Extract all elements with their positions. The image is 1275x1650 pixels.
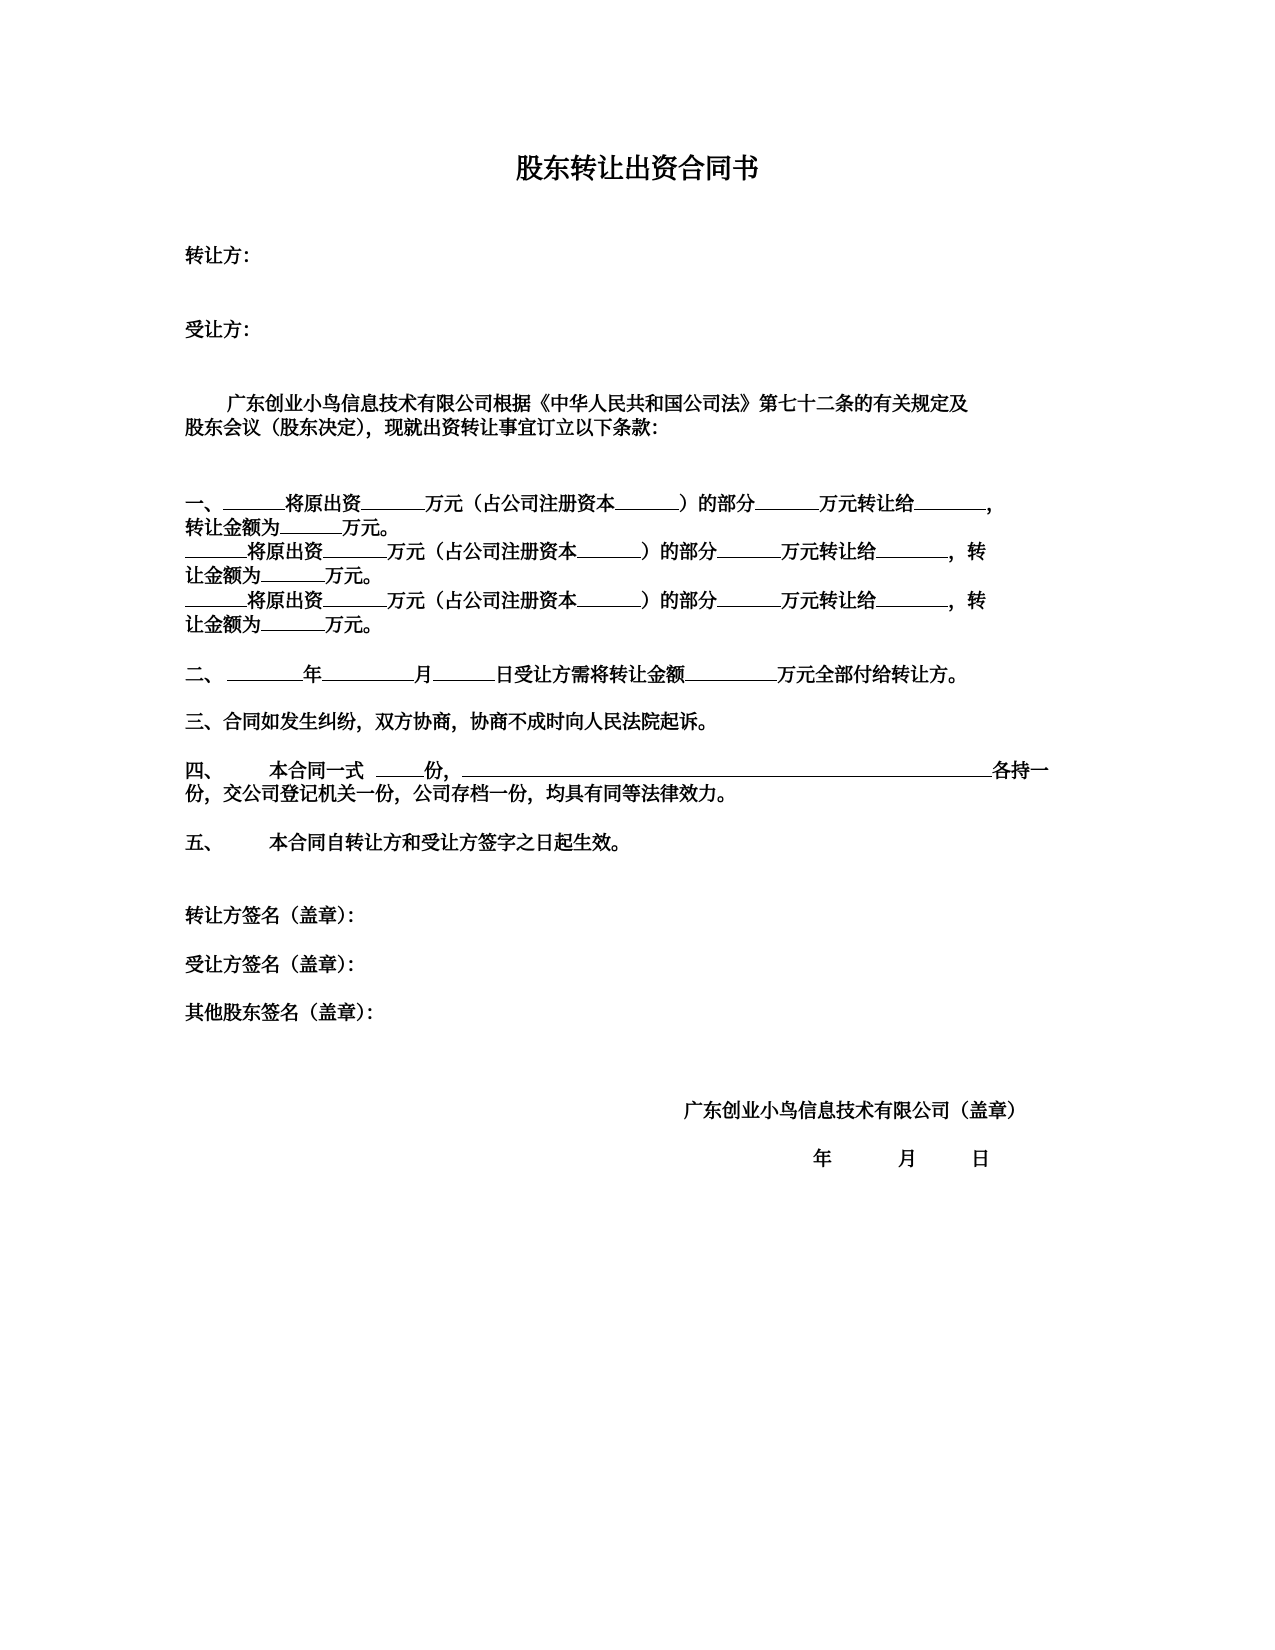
blank-transfer-amount [261,563,325,582]
transferor-label: 转让方： [185,245,262,267]
blank-part [717,588,781,607]
clause-1-row-4: 让金额为 万元。 [185,565,383,587]
clause-2: 二、 年 月 日受让方需将转让金额 万元全部付给转让方。 [185,664,968,686]
clause-1-row-2: 转让金额为 万元。 [185,517,400,539]
transferee-label: 受让方： [185,319,262,341]
clause-1-row-1: 一、 将原出资 万元（占公司注册资本 ）的部分 万元转让给 ， [185,493,1006,515]
blank-transferor [185,588,247,607]
clause-1-row-5: 将原出资 万元（占公司注册资本 ）的部分 万元转让给 ，转 [185,588,986,613]
document-title: 股东转让出资合同书 [516,154,759,185]
blank-transfer-amount [261,612,325,631]
date-line [813,1147,990,1171]
clause-4-row-1: 四、 本合同一式 份， 各持一 [185,760,1050,782]
clause-3: 三、合同如发生纠纷，双方协商，协商不成时向人民法院起诉。 [185,711,718,733]
blank-part [755,491,819,510]
blank-copies [376,758,424,777]
company-seal-line: 广东创业小鸟信息技术有限公司（盖章） [684,1100,1027,1122]
signature-other-shareholders: 其他股东签名（盖章）： [185,1002,385,1024]
blank-amount [323,588,387,607]
blank-month [322,662,414,681]
blank-transferor [185,539,247,558]
date-day: 日 [971,1148,991,1170]
blank-percent [577,539,641,558]
blank-amount [361,491,425,510]
clause-1-number: 一、 [185,493,224,515]
intro-line-1: 广东创业小鸟信息技术有限公司根据《中华人民共和国公司法》第七十二条的有关规定及 [227,393,969,415]
blank-transfer-amount [280,515,342,534]
clause-4-row-2: 份，交公司登记机关一份，公司存档一份，均具有同等法律效力。 [185,783,737,805]
blank-transferor [223,491,285,510]
clause-5: 五、 本合同自转让方和受让方签字之日起生效。 [185,832,631,854]
clause-1-row-3: 将原出资 万元（占公司注册资本 ）的部分 万元转让给 ，转 [185,539,986,564]
blank-holders [462,758,992,777]
clause-1-row-6: 让金额为 万元。 [185,614,383,636]
signature-transferor: 转让方签名（盖章）： [185,905,366,927]
date-year: 年 [813,1148,833,1170]
blank-day [433,662,495,681]
blank-percent [577,588,641,607]
intro-line-2: 股东会议（股东决定），现就出资转让事宜订立以下条款： [185,417,670,439]
blank-recipient [876,588,948,607]
blank-total-amount [685,662,777,681]
blank-recipient [876,539,948,558]
clause-5-number: 五、 [185,832,224,854]
clause-2-number: 二、 [185,664,224,686]
blank-amount [323,539,387,558]
blank-part [717,539,781,558]
blank-recipient [914,491,986,510]
signature-transferee: 受让方签名（盖章）： [185,954,366,976]
blank-percent [615,491,679,510]
clause-4-number: 四、 [185,760,224,782]
date-month: 月 [898,1148,918,1170]
blank-year [227,662,303,681]
